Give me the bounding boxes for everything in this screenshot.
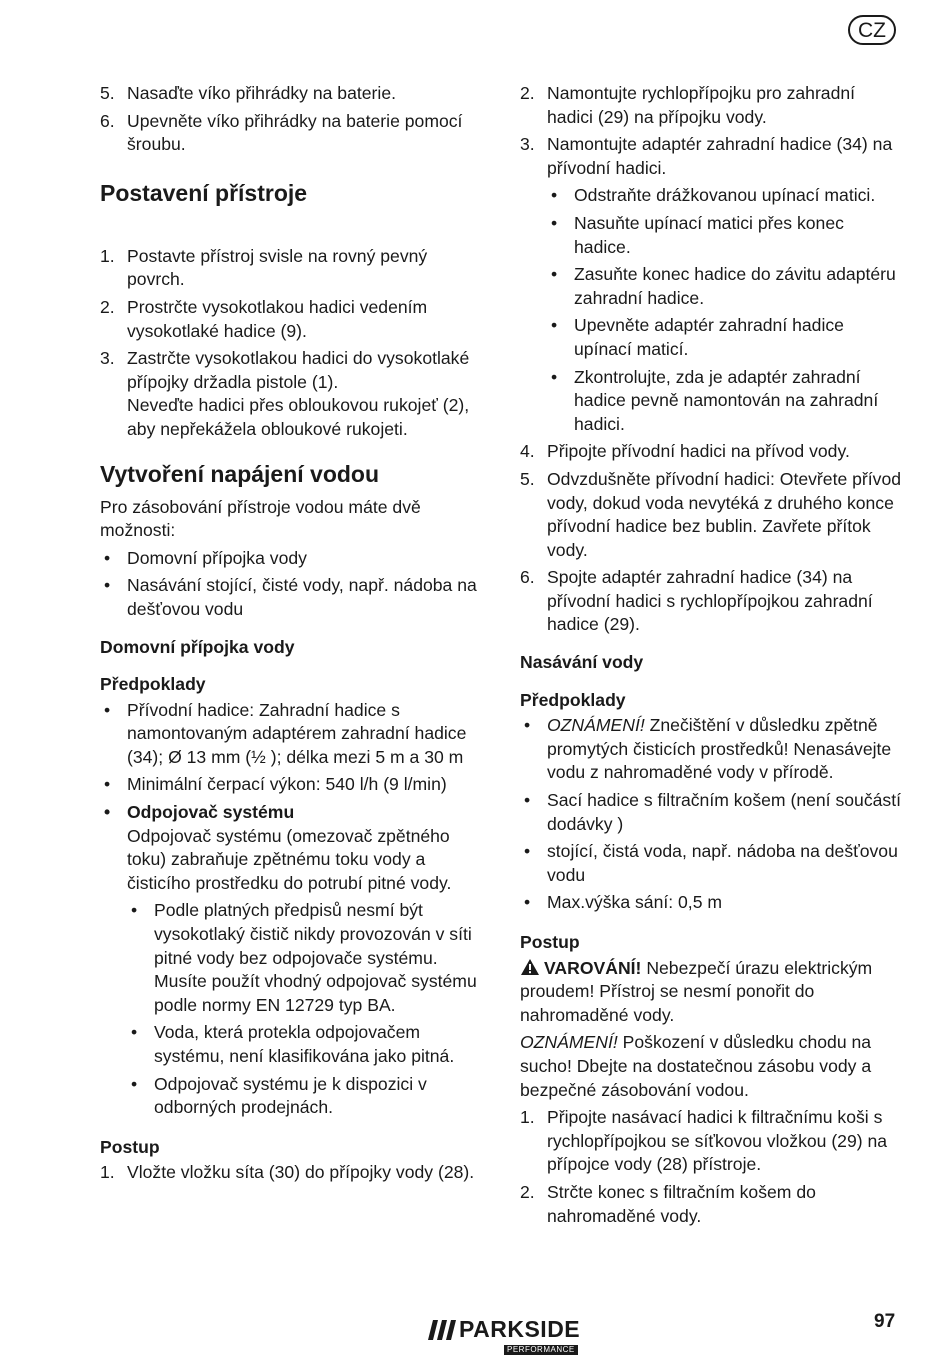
separator-text: Odpojovač systému (omezovač zpětného toku) zabraňuje zpětnému toku vody a čisticího prostředku do potrubí pitné vody.	[127, 825, 452, 893]
list-item	[520, 133, 905, 180]
water-intro: Pro zásobování přístroje vodou máte dvě možnosti:	[100, 496, 421, 541]
step-number: 5.	[520, 468, 535, 489]
bullet-text: Přívodní hadice: Zahradní hadice s namontovaným adaptérem zahradní hadice (34); Ø 13 mm (½ ); délka mezi 5 m a 30 m	[127, 699, 467, 767]
logo-line: PERFORMANCE	[504, 1345, 578, 1355]
bullet-icon: •	[551, 264, 558, 285]
subheading-suction: Nasávání vody	[520, 652, 644, 673]
list-item	[520, 82, 905, 129]
bullet-icon: •	[551, 366, 558, 387]
bullet-text: Max.výška sání: 0,5 m	[547, 892, 723, 913]
step-number: 2.	[100, 296, 115, 317]
separator-title: Odpojovač systému	[127, 802, 295, 823]
subheading-prerequisites: Předpoklady	[520, 689, 626, 710]
bullet-text: Minimální čerpací výkon: 540 l/h (9 l/min)	[127, 774, 447, 795]
bullet-text: Odpojovač systému je k dispozici v odborných prodejnách.	[154, 1073, 427, 1118]
bullet-text: Zasuňte konec hadice do závitu adaptéru zahradní hadice.	[574, 264, 896, 308]
step-number: 1.	[100, 1162, 115, 1183]
list-item	[100, 699, 482, 770]
notice-text: Poškození v důsledku chodu na sucho! Dbejte na dostatečnou zásobu vody a bezpečné zásobování vodou.	[520, 1032, 872, 1100]
step-number: 2.	[520, 1181, 535, 1202]
list-item	[127, 1021, 482, 1068]
list-item	[520, 891, 905, 915]
list-item	[100, 110, 482, 157]
bullet-text: Podle platných předpisů nesmí být vysokotlaký čistič nikdy provozován v síti pitné vody bez odpojovače systému. Musíte použít vhodný odpojovač systému podle normy EN 12729 typ BA.	[154, 900, 477, 1015]
step-number: 1.	[520, 1107, 535, 1128]
list-item	[547, 366, 905, 437]
bullet-text: Nasávání stojící, čisté vody, např. nádoba na dešťovou vodu	[127, 575, 477, 619]
step-text: Nasaďte víko přihrádky na baterie.	[127, 83, 396, 103]
bullet-icon: •	[524, 892, 531, 913]
list-item	[547, 314, 905, 361]
step-number: 6.	[100, 110, 115, 131]
list-item	[547, 212, 905, 259]
list-item	[127, 1073, 482, 1120]
list-item	[100, 347, 482, 441]
warning-triangle-icon	[520, 958, 540, 976]
bullet-icon: •	[104, 774, 111, 795]
warning-block	[520, 957, 905, 1028]
list-item	[100, 547, 482, 571]
bullet-icon: •	[524, 715, 531, 736]
subheading-procedure: Postup	[520, 932, 580, 952]
subheading-prerequisites: Předpoklady	[100, 674, 206, 695]
step-number: 6.	[520, 567, 535, 588]
step-text: Upevněte víko přihrádky na baterie pomocí šroubu.	[127, 110, 463, 155]
list-item	[520, 1106, 905, 1177]
list-item	[100, 296, 482, 343]
step-number: 4.	[520, 441, 535, 462]
step-number: 2.	[520, 83, 535, 103]
bullet-text: Voda, která protekla odpojovačem systému, není klasifikována jako pitná.	[154, 1022, 455, 1066]
warning-text: Nebezpečí úrazu elektrickým proudem! Přístroj se nesmí ponořit do nahromaděné vody.	[520, 957, 873, 1025]
bullet-icon: •	[104, 575, 111, 596]
parkside-logo	[428, 1315, 588, 1357]
list-item	[100, 1161, 482, 1185]
step-text: Namontujte rychlopřípojku pro zahradní hadici (29) na přípojku vody.	[547, 83, 856, 127]
right-column	[520, 82, 905, 1232]
list-item	[520, 840, 905, 887]
subheading-home-connection: Domovní přípojka vody	[100, 636, 295, 657]
list-item	[100, 245, 482, 292]
page-number: 97	[874, 1311, 896, 1332]
bullet-icon: •	[551, 185, 558, 206]
list-item	[520, 440, 905, 464]
bullet-text: Zkontrolujte, zda je adaptér zahradní hadice pevně namontován na zahradní hadici.	[574, 366, 879, 434]
bullet-text: stojící, čistá voda, např. nádoba na dešťovou vodu	[547, 841, 898, 885]
step-number: 3.	[100, 348, 115, 369]
section-heading-setup: Postavení přístroje	[100, 179, 308, 206]
step-text: Odvzdušněte přívodní hadici: Otevřete přívod vody, dokud voda nevytéká z druhého konce přívodní hadice bez bublin. Zavřete přítok vody.	[547, 468, 902, 560]
list-item	[520, 566, 905, 637]
list-item	[520, 468, 905, 562]
step-text: Připojte nasávací hadici k filtračnímu koši s rychlopřípojkou se síťkovou vložkou (29) na přípojce vody (28) přístroje.	[547, 1107, 888, 1175]
list-item	[520, 789, 905, 836]
warning-label: VAROVÁNÍ!	[544, 957, 642, 978]
step-text: Vložte vložku síta (30) do přípojky vody (28).	[127, 1162, 475, 1183]
list-item	[520, 714, 905, 785]
bullet-icon: •	[104, 699, 111, 720]
bullet-icon: •	[524, 841, 531, 862]
list-item	[100, 773, 482, 797]
subheading-procedure: Postup	[100, 1136, 160, 1157]
notice-label: OZNÁMENÍ!	[547, 715, 645, 736]
bullet-icon: •	[551, 212, 558, 233]
bullet-text: Upevněte adaptér zahradní hadice upínací maticí.	[574, 315, 844, 359]
bullet-text: Znečištění v důsledku zpětně promytých čisticích prostředků! Nenasávejte vodu z nahromaděné vody v přírodě.	[547, 715, 892, 783]
list-item	[100, 801, 482, 895]
list-item	[100, 82, 482, 106]
bullet-icon: •	[131, 900, 138, 921]
step-text: Strčte konec s filtračním košem do nahromaděné vody.	[547, 1181, 816, 1226]
bullet-text: Domovní přípojka vody	[127, 547, 307, 568]
list-item	[547, 263, 905, 310]
logo-brand: PARKSIDE	[459, 1316, 581, 1342]
bullet-text: Odstraňte drážkovanou upínací matici.	[574, 185, 876, 206]
step-text: Zastrčte vysokotlakou hadici do vysokotlaké přípojky držadla pistole (1).	[127, 348, 470, 392]
bullet-icon: •	[131, 1073, 138, 1094]
step-text: Prostrčte vysokotlakou hadici vedením vysokotlaké hadice (9).	[127, 296, 428, 341]
bullet-text: Nasuňte upínací matici přes konec hadice.	[574, 212, 844, 257]
left-column	[100, 82, 482, 1189]
list-item	[547, 184, 905, 208]
section-heading-water: Vytvoření napájení vodou	[100, 460, 380, 487]
step-text: Připojte přívodní hadici na přívod vody.	[547, 441, 850, 462]
step-number: 5.	[100, 83, 115, 103]
notice-label: OZNÁMENÍ!	[520, 1032, 618, 1053]
bullet-icon: •	[104, 547, 111, 568]
list-item	[520, 1181, 905, 1228]
bullet-icon: •	[131, 1022, 138, 1043]
step-text: Spojte adaptér zahradní hadice (34) na přívodní hadici s rychlopřípojkou zahradní hadice (29).	[547, 567, 873, 635]
bullet-icon: •	[551, 315, 558, 336]
bullet-text: Sací hadice s filtračním košem (není součástí dodávky )	[547, 790, 901, 834]
step-number: 3.	[520, 134, 535, 155]
step-note: Neveďte hadici přes obloukovou rukojeť (2), aby nepřekážela obloukové rukojeti.	[127, 395, 470, 439]
step-text: Namontujte adaptér zahradní hadice (34) na přívodní hadici.	[547, 134, 893, 178]
list-item	[100, 574, 482, 621]
bullet-icon: •	[104, 802, 111, 823]
bullet-icon: •	[524, 790, 531, 811]
step-number: 1.	[100, 245, 115, 266]
notice-block	[520, 1031, 905, 1102]
logo-slashes-icon	[428, 1320, 456, 1340]
language-badge: CZ	[848, 15, 896, 45]
list-item	[127, 899, 482, 1017]
step-text: Postavte přístroj svisle na rovný pevný povrch.	[127, 245, 428, 290]
